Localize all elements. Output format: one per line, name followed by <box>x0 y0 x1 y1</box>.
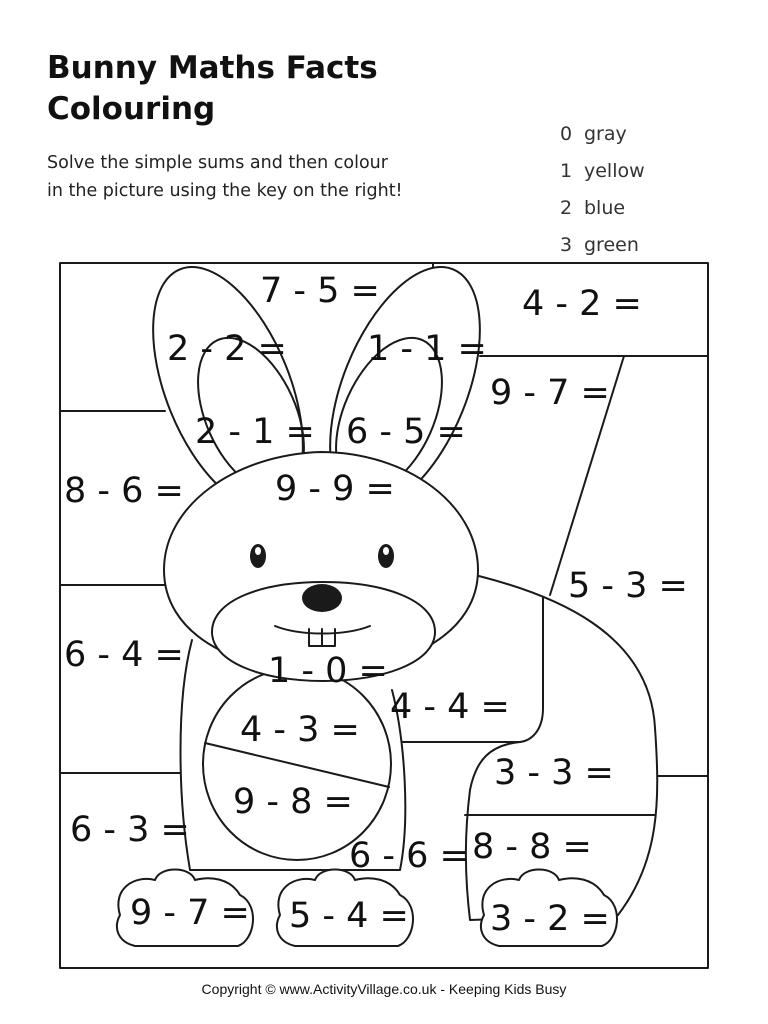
key-colour: green <box>584 234 639 256</box>
sum-head: 9 - 9 = <box>275 469 395 509</box>
sum-left-paw: 9 - 7 = <box>130 893 250 933</box>
sum-top-ear-gap: 7 - 5 = <box>260 271 380 311</box>
sum-back-leg-top: 3 - 3 = <box>494 753 614 793</box>
sum-top-right-panel: 4 - 2 = <box>522 284 642 324</box>
sum-right-upper-panel: 9 - 7 = <box>490 373 610 413</box>
key-colour: blue <box>584 197 626 219</box>
key-number: 1 <box>560 160 573 182</box>
sum-tummy-bottom: 9 - 8 = <box>233 782 353 822</box>
title-line-1: Bunny Maths Facts <box>47 50 378 86</box>
sum-right-ear-outer: 1 - 1 = <box>367 329 487 369</box>
title-line-2: Colouring <box>47 91 216 127</box>
sum-left-ear-outer: 2 - 2 = <box>167 329 287 369</box>
sum-right-middle-panel: 5 - 3 = <box>568 566 688 606</box>
copyright-footer: Copyright © www.ActivityVillage.co.uk - Keeping Kids Busy <box>201 981 567 997</box>
key-number: 0 <box>560 123 573 145</box>
key-colour: yellow <box>584 160 645 182</box>
sum-tummy-top: 4 - 3 = <box>240 710 360 750</box>
sum-middle-paw: 5 - 4 = <box>289 896 409 936</box>
sum-left-ear-inner: 2 - 1 = <box>195 412 315 452</box>
key-colour: gray <box>584 123 627 145</box>
sum-left-middle-panel: 6 - 4 = <box>64 635 184 675</box>
key-number: 2 <box>560 197 573 219</box>
instruction-line-1: Solve the simple sums and then colour <box>47 153 388 173</box>
right-eye-highlight <box>383 547 389 555</box>
sum-left-lower-panel: 6 - 3 = <box>70 810 190 850</box>
sum-right-paw: 3 - 2 = <box>490 899 610 939</box>
sum-right-ear-inner: 6 - 5 = <box>346 412 466 452</box>
sum-muzzle: 1 - 0 = <box>268 651 388 691</box>
nose <box>302 584 342 612</box>
key-number: 3 <box>560 234 573 256</box>
instruction-line-2: in the picture using the key on the right! <box>47 181 403 201</box>
sum-left-upper-panel: 8 - 6 = <box>64 471 184 511</box>
left-eye-highlight <box>255 547 261 555</box>
sum-back-leg-bottom: 8 - 8 = <box>472 827 592 867</box>
sum-background-bottom: 6 - 6 = <box>349 836 469 876</box>
sum-background-center: 4 - 4 = <box>390 687 510 727</box>
